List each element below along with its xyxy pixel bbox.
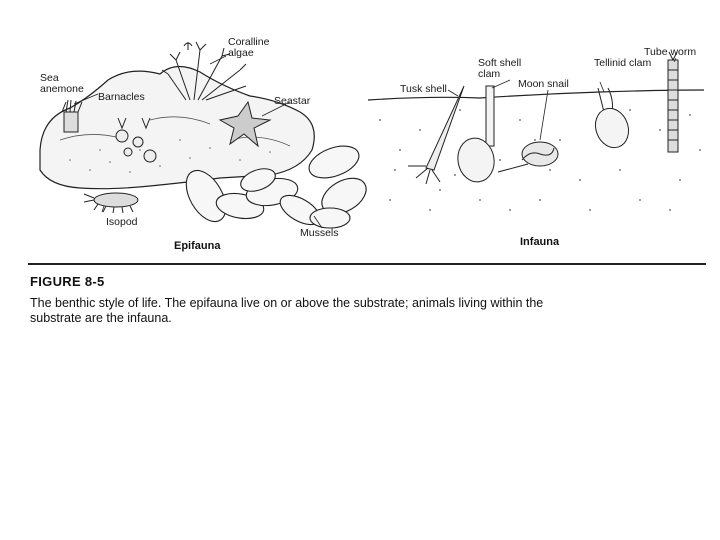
- caption-divider: [28, 263, 706, 265]
- label-tube-worm: Tube worm: [644, 46, 697, 58]
- label-moon-snail: Moon snail: [518, 78, 569, 90]
- moon-snail-drawing: [498, 142, 558, 172]
- tusk-shell-drawing: [408, 86, 464, 184]
- label-seastar: Seastar: [274, 95, 311, 107]
- label-barnacles: Barnacles: [98, 91, 145, 103]
- label-soft-shell-clam: Soft shell clam: [478, 57, 522, 80]
- label-sea-anemone: Sea anemone: [40, 72, 84, 95]
- label-mussels: Mussels: [300, 227, 339, 239]
- section-infauna: Infauna: [520, 236, 560, 248]
- label-tusk-shell: Tusk shell: [400, 83, 447, 95]
- figure-number: FIGURE 8-5: [30, 274, 105, 289]
- tube-worm-drawing: [668, 52, 678, 152]
- tellinid-clam-drawing: [590, 88, 634, 152]
- label-tellinid-clam: Tellinid clam: [594, 57, 652, 69]
- isopod-drawing: [84, 193, 138, 213]
- section-epifauna: Epifauna: [174, 240, 221, 252]
- label-coralline-algae: Coralline algae: [228, 36, 270, 59]
- soft-shell-clam-drawing: [454, 86, 497, 185]
- figure-caption: The benthic style of life. The epifauna live on or above the substrate; animals living within the substrate are the infauna.: [30, 296, 544, 325]
- label-isopod: Isopod: [106, 216, 138, 228]
